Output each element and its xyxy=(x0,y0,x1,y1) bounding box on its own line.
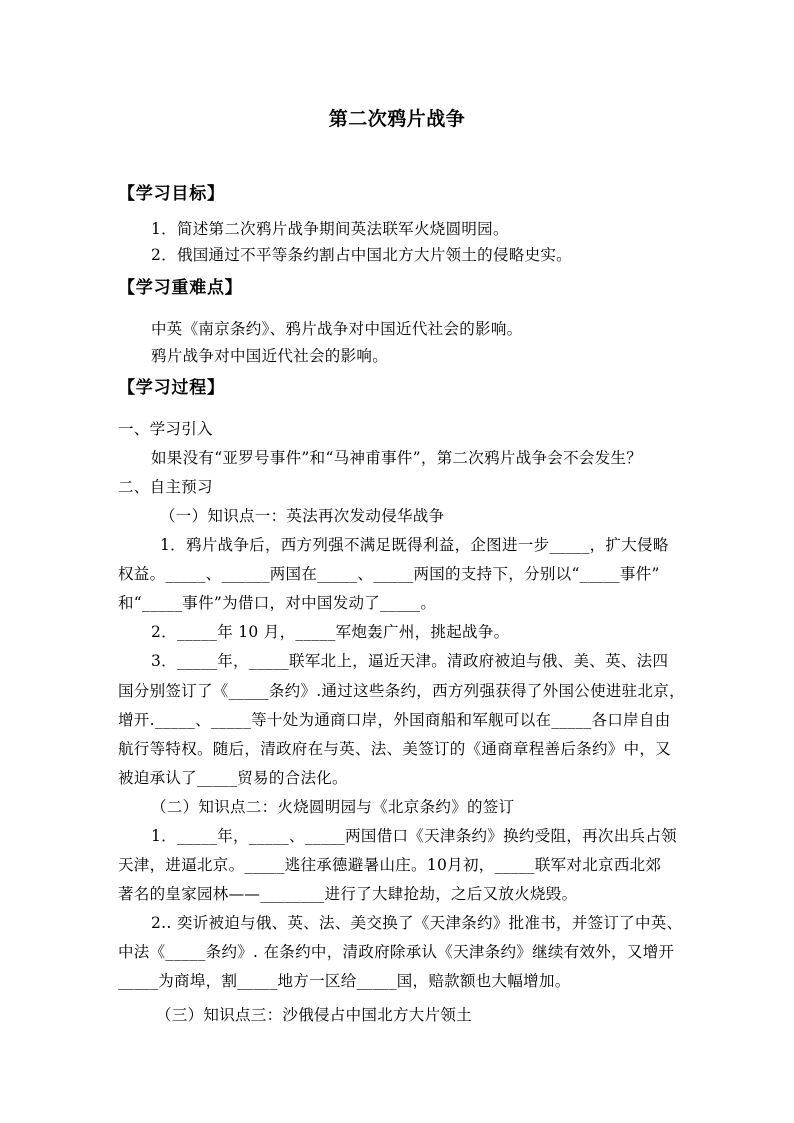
paragraph-line: _____为商埠，割_____地方一区给_____国，赔款额也大幅增加。 xyxy=(118,972,571,990)
paragraph-line: 1．_____年，_____、_____两国借口《天津条约》换约受阻，再次出兵占领 xyxy=(151,827,677,845)
section-heading-key-points: 【学习重难点】 xyxy=(118,278,243,298)
page-title: 第二次鸦片战争 xyxy=(328,108,466,130)
paragraph-line: 中法《_____条约》. 在条约中，清政府除承认《天津条约》继续有效外，又增开 xyxy=(118,943,675,961)
paragraph-line: 和“_____事件”为借口，对中国发动了_____。 xyxy=(118,594,437,612)
knowledge-point-3-heading: （三）知识点三：沙俄侵占中国北方大片领土 xyxy=(156,1006,473,1024)
intro-question: 如果没有“亚罗号事件”和“马神甫事件”，第二次鸦片战争会不会发生？ xyxy=(151,449,643,467)
paragraph-line: 2.. 奕䜣被迫与俄、英、法、美交换了《天津条约》批准书，并签订了中英、 xyxy=(151,914,683,932)
knowledge-point-1-heading: （一）知识点一：英法再次发动侵华战争 xyxy=(160,507,445,525)
knowledge-point-2-heading: （二）知识点二：火烧圆明园与《北京条约》的签订 xyxy=(151,798,515,816)
section-heading-goals: 【学习目标】 xyxy=(118,184,225,204)
paragraph-line: 被迫承认了_____贸易的合法化。 xyxy=(118,769,348,787)
subsection-intro: 一、学习引入 xyxy=(118,420,213,438)
paragraph-line: 2．_____年 10 月，_____军炮轰广州，挑起战争。 xyxy=(151,623,510,641)
paragraph-line: 1．鸦片战争后，西方列强不满足既得利益，企图进一步_____，扩大侵略 xyxy=(160,536,669,554)
paragraph-line: 天津，进逼北京。_____逃往承德避暑山庄。10月初，_____联军对北京西北郊 xyxy=(118,856,662,874)
paragraph-line: 增开._____、_____等十处为通商口岸，外国商船和军舰可以在_____各口岸自由 xyxy=(118,711,671,729)
paragraph-line: 权益。_____、______两国在_____、_____两国的支持下，分别以“_____事件” xyxy=(118,565,660,583)
key-point-1: 中英《南京条约》、鸦片战争对中国近代社会的影响。 xyxy=(151,320,523,338)
paragraph-line: 航行等特权。随后，清政府在与英、法、美签订的《通商章程善后条约》中，又 xyxy=(118,740,672,758)
paragraph-line: 3．_____年，_____联军北上，逼近天津。清政府被迫与俄、美、英、法四 xyxy=(151,652,669,670)
paragraph-line: 著名的皇家园林——________进行了大肆抢劫，之后又放火烧毁。 xyxy=(118,885,578,903)
section-heading-process: 【学习过程】 xyxy=(118,378,225,398)
subsection-preview: 二、自主预习 xyxy=(118,478,213,496)
key-point-2: 鸦片战争对中国近代社会的影响。 xyxy=(151,347,389,365)
paragraph-line: 国分别签订了《_____条约》.通过这些条约，西方列强获得了外国公使进驻北京， xyxy=(118,682,685,700)
goal-item-2: 2．俄国通过不平等条约割占中国北方大片领土的侵略史实。 xyxy=(151,246,572,264)
goal-item-1: 1．简述第二次鸦片战争期间英法联军火烧圆明园。 xyxy=(151,220,509,238)
